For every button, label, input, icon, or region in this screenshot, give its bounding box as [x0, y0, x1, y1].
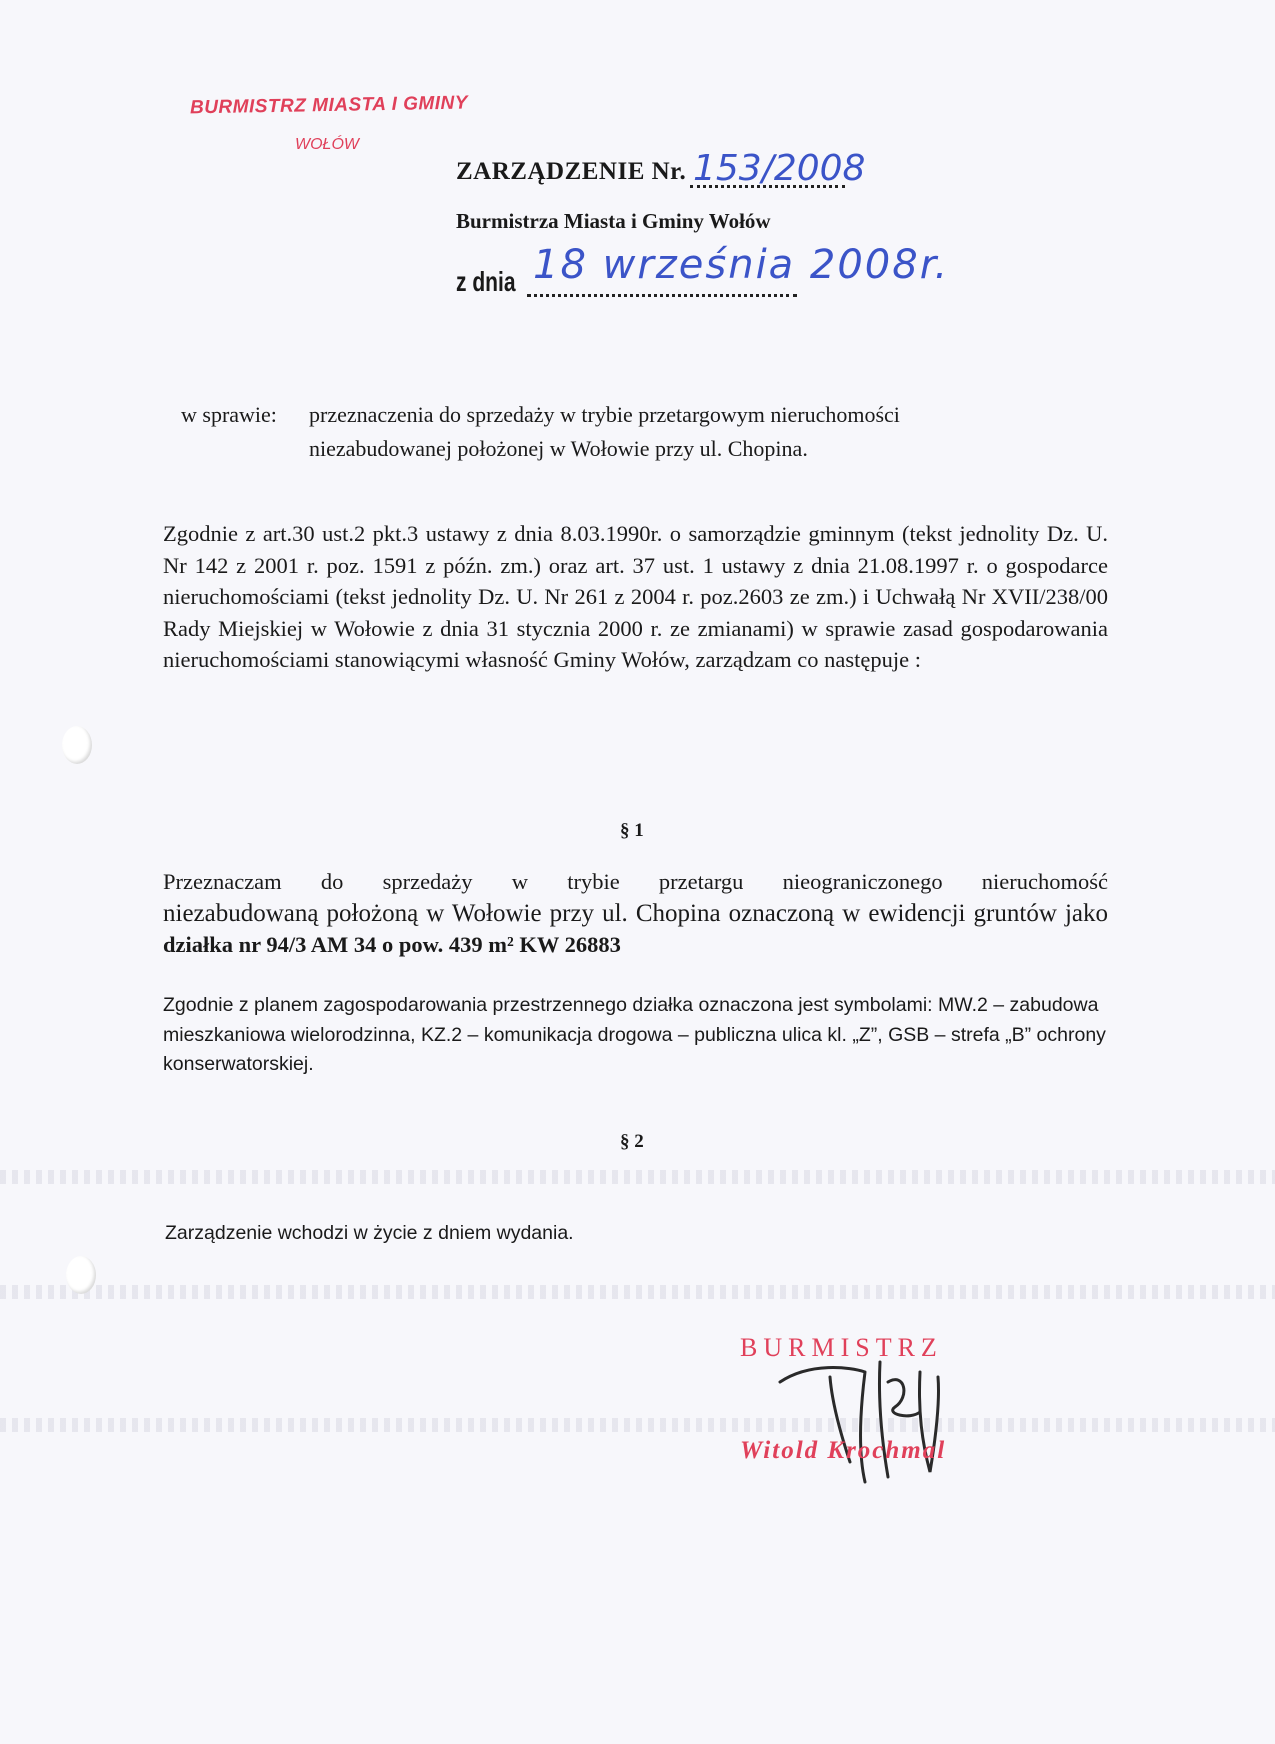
preamble-paragraph: Zgodnie z art.30 ust.2 pkt.3 ustawy z dnia 8.03.1990r. o samorządzie gminnym (tekst jednolity Dz. U. Nr 142 z 2001 r. poz. 1591 z późn. zm.) oraz art. 37 ust. 1 ustawy z dnia 21.08.1997 r. o gospodarce nieruchomościami (tekst jednolity Dz. U. Nr 261 z 2004 r. poz.2603 ze zm.) i Uchwałą Nr XVII/238/00 Rady Miejskiej w Wołowie z dnia 31 stycznia 2000 r. ze zmianami) w sprawie zasad gospodarowania nieruchomościami stanowiącymi własność Gminy Wołów, zarządzam co następuje :	[163, 521, 1108, 672]
subject-label: w sprawie:	[181, 402, 277, 427]
parcel-details: działka nr 94/3 AM 34 o pow. 439 m² KW 26883	[163, 932, 621, 957]
office-stamp-line1: BURMISTRZ MIASTA I GMINY	[189, 92, 469, 119]
subject-text: przeznaczenia do sprzedaży w trybie przetargowym nieruchomości niezabudowanej położonej w Wołowie przy ul. Chopina.	[309, 402, 900, 461]
document-subtitle: Burmistrza Miasta i Gminy Wołów	[456, 209, 771, 233]
punch-hole	[62, 726, 92, 764]
section-1-line: Przeznaczam do sprzedaży w trybie przetargu nieograniczonego nieruchomość	[163, 869, 1108, 894]
handwritten-signature	[770, 1342, 970, 1492]
signature-stamp-name: Witold Krochmal	[740, 1437, 947, 1464]
handwritten-number: 153/2008	[693, 148, 866, 189]
section-1-line: niezabudowaną położoną w Wołowie przy ul. Chopina oznaczoną w ewidencji gruntów jako	[163, 899, 1108, 927]
scan-artifact	[0, 1170, 1275, 1184]
punch-hole	[66, 1256, 96, 1294]
document-title	[456, 158, 686, 186]
dotted-field	[527, 294, 797, 297]
zoning-plan-paragraph: Zgodnie z planem zagospodarowania przestrzennego działka oznaczona jest symbolami: MW.2 – zabudowa mieszkaniowa wielorodzinna, KZ.2 – komunikacja drogowa – publiczna ulica kl. „Z”, GSB – strefa „B” ochrony konserwatorskiej.	[163, 994, 1106, 1075]
scan-artifact	[0, 1418, 1275, 1432]
scan-artifact	[0, 1285, 1275, 1299]
signature-stamp-title: BURMISTRZ	[740, 1333, 943, 1362]
section-1-paragraph	[163, 866, 1108, 961]
date-prefix: z dnia	[456, 266, 516, 297]
section-2-text: Zarządzenie wchodzi w życie z dniem wydania.	[165, 1222, 574, 1244]
office-stamp-line2: WOŁÓW	[295, 136, 359, 153]
section-2-heading: § 2	[620, 1131, 644, 1152]
title-prefix: ZARZĄDZENIE Nr.	[456, 158, 687, 185]
section-1-heading: § 1	[620, 820, 644, 841]
handwritten-date: 18 września 2008r.	[533, 242, 950, 288]
